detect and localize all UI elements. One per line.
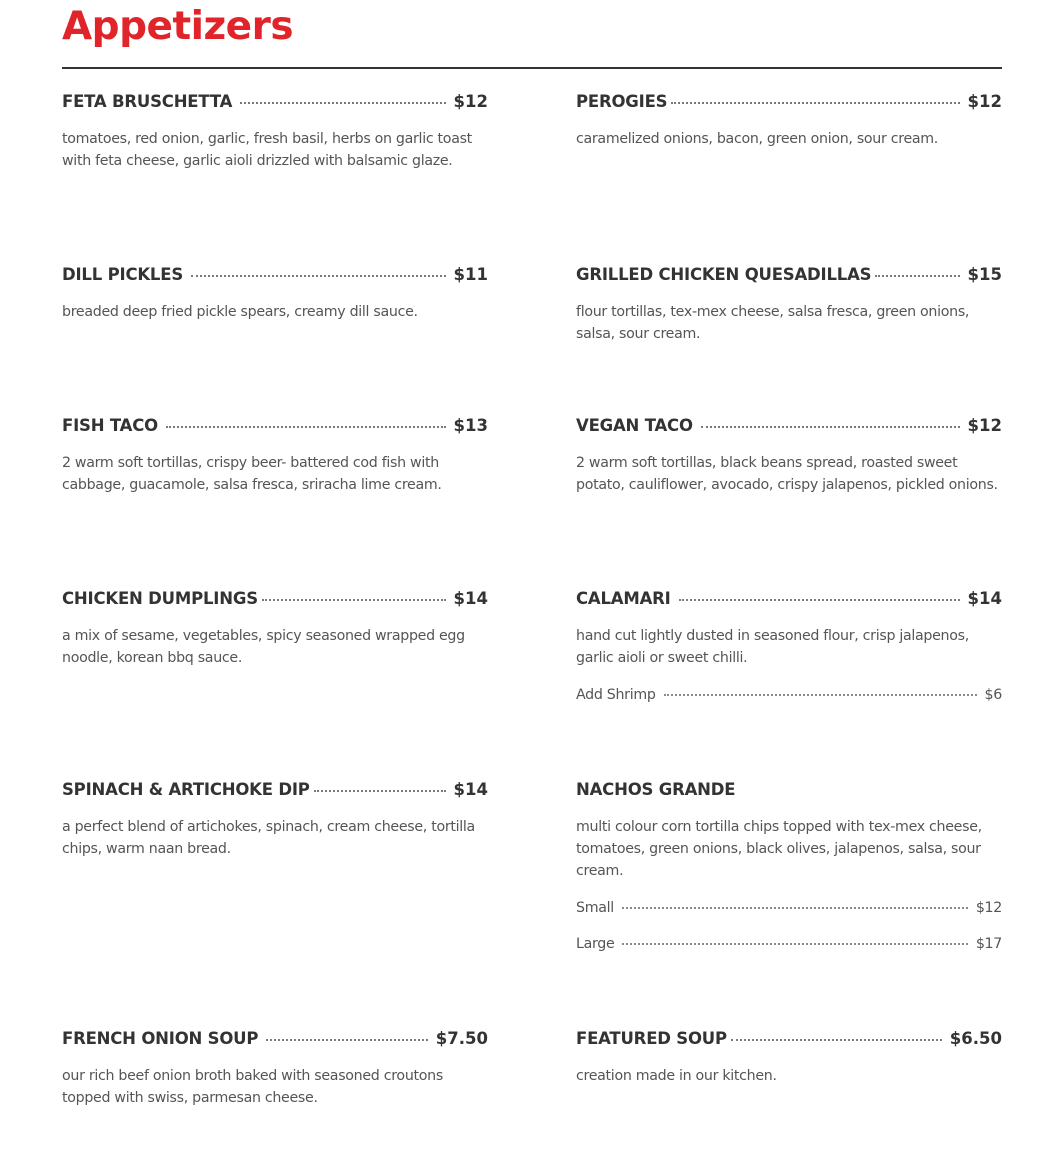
- menu-item-chicken-dumplings: [62, 589, 488, 669]
- menu-item-price: $14: [453, 780, 488, 799]
- menu-item-price: $12: [967, 416, 1002, 435]
- menu-item-name: GRILLED CHICKEN QUESADILLAS: [576, 265, 872, 284]
- menu-item-header: [576, 589, 1002, 611]
- menu-option-small: [576, 900, 1002, 918]
- menu-item-header: [576, 265, 1002, 287]
- menu-item-price: $11: [453, 265, 488, 284]
- menu-item-price: $13: [453, 416, 488, 435]
- menu-item-french-onion-soup: [62, 1029, 488, 1109]
- menu-item-price: $14: [453, 589, 488, 608]
- menu-item-price: $7.50: [435, 1029, 488, 1048]
- menu-item-description: 2 warm soft tortillas, crispy beer- battered cod fish with cabbage, guacamole, salsa fresca, sriracha lime cream.: [62, 455, 442, 493]
- menu-item-header: [62, 780, 488, 802]
- title-divider: [62, 67, 1002, 69]
- dot-leader: [191, 275, 446, 277]
- dot-leader: [166, 426, 446, 428]
- menu-item-description: a mix of sesame, vegetables, spicy seasoned wrapped egg noodle, korean bbq sauce.: [62, 628, 465, 666]
- menu-item-description: a perfect blend of artichokes, spinach, cream cheese, tortilla chips, warm naan bread.: [62, 819, 475, 857]
- menu-item-header: [62, 92, 488, 114]
- dot-leader: [266, 1039, 428, 1041]
- menu-item-description: hand cut lightly dusted in seasoned flour, crisp jalapenos, garlic aioli or sweet chilli.: [576, 628, 969, 666]
- menu-item-vegan-taco: [576, 416, 1002, 496]
- page-title: Appetizers: [62, 4, 294, 49]
- menu-item-name: VEGAN TACO: [576, 416, 693, 435]
- dot-leader: [664, 694, 977, 696]
- dot-leader: [701, 426, 960, 428]
- dot-leader: [622, 907, 968, 909]
- option-label: Small: [576, 900, 614, 916]
- menu-item-description: creation made in our kitchen.: [576, 1068, 777, 1084]
- menu-item-price: $15: [967, 265, 1002, 284]
- dot-leader: [731, 1039, 942, 1041]
- menu-item-header: [576, 416, 1002, 438]
- menu-item-price: $12: [453, 92, 488, 111]
- option-price: $12: [975, 900, 1002, 916]
- menu-item-description: caramelized onions, bacon, green onion, sour cream.: [576, 131, 939, 147]
- menu-item-dill-pickles: [62, 265, 488, 323]
- menu-item-header: [62, 416, 488, 438]
- menu-item-name: DILL PICKLES: [62, 265, 184, 284]
- menu-option-large: [576, 936, 1002, 954]
- menu-item-name: FISH TACO: [62, 416, 158, 435]
- menu-item-name: NACHOS GRANDE: [576, 780, 736, 799]
- dot-leader: [679, 599, 960, 601]
- menu-item-price: $6.50: [949, 1029, 1002, 1048]
- option-price: $17: [975, 936, 1002, 952]
- menu-item-perogies: [576, 92, 1002, 150]
- menu-item-header: [576, 1029, 1002, 1051]
- menu-item-description: 2 warm soft tortillas, black beans spread, roasted sweet potato, cauliflower, avocado, crispy jalapenos, pickled onions.: [576, 455, 998, 493]
- menu-item-name: FETA BRUSCHETTA: [62, 92, 233, 111]
- menu-item-header: [576, 780, 1002, 802]
- menu-item-calamari: [576, 589, 1002, 705]
- menu-item-name: CALAMARI: [576, 589, 671, 608]
- menu-item-description: our rich beef onion broth baked with seasoned croutons topped with swiss, parmesan cheese.: [62, 1068, 443, 1106]
- menu-item-header: [62, 265, 488, 287]
- option-price: $6: [984, 687, 1002, 703]
- dot-leader: [875, 275, 959, 277]
- menu-item-price: $12: [967, 92, 1002, 111]
- menu-item-featured-soup: [576, 1029, 1002, 1087]
- menu-item-fish-taco: [62, 416, 488, 496]
- menu-item-name: FRENCH ONION SOUP: [62, 1029, 259, 1048]
- menu-item-header: [576, 92, 1002, 114]
- menu-item-name: PEROGIES: [576, 92, 668, 111]
- menu-item-grilled-chicken-quesadillas: [576, 265, 1002, 345]
- menu-item-price: $14: [967, 589, 1002, 608]
- menu-item-name: CHICKEN DUMPLINGS: [62, 589, 258, 608]
- menu-item-description: multi colour corn tortilla chips topped with tex-mex cheese, tomatoes, green onions, black olives, jalapenos, salsa, sour cream.: [576, 819, 982, 879]
- dot-leader: [622, 943, 967, 945]
- dot-leader: [314, 790, 446, 792]
- dot-leader: [262, 599, 446, 601]
- dot-leader: [240, 102, 445, 104]
- menu-item-name: FEATURED SOUP: [576, 1029, 727, 1048]
- option-label: Large: [576, 936, 615, 952]
- menu-item-nachos-grande: [576, 780, 1002, 954]
- menu-item-header: [62, 1029, 488, 1051]
- menu-item-spinach-artichoke-dip: [62, 780, 488, 860]
- menu-item-header: [62, 589, 488, 611]
- menu-item-description: tomatoes, red onion, garlic, fresh basil, herbs on garlic toast with feta cheese, garlic aioli drizzled with balsamic glaze.: [62, 131, 472, 169]
- menu-option-add-shrimp: [576, 687, 1002, 705]
- option-label: Add Shrimp: [576, 687, 656, 703]
- menu-item-name: SPINACH & ARTICHOKE DIP: [62, 780, 310, 799]
- menu-item-description: flour tortillas, tex-mex cheese, salsa fresca, green onions, salsa, sour cream.: [576, 304, 970, 342]
- dot-leader: [671, 102, 959, 104]
- menu-item-feta-bruschetta: [62, 92, 488, 172]
- menu-item-description: breaded deep fried pickle spears, creamy dill sauce.: [62, 304, 418, 320]
